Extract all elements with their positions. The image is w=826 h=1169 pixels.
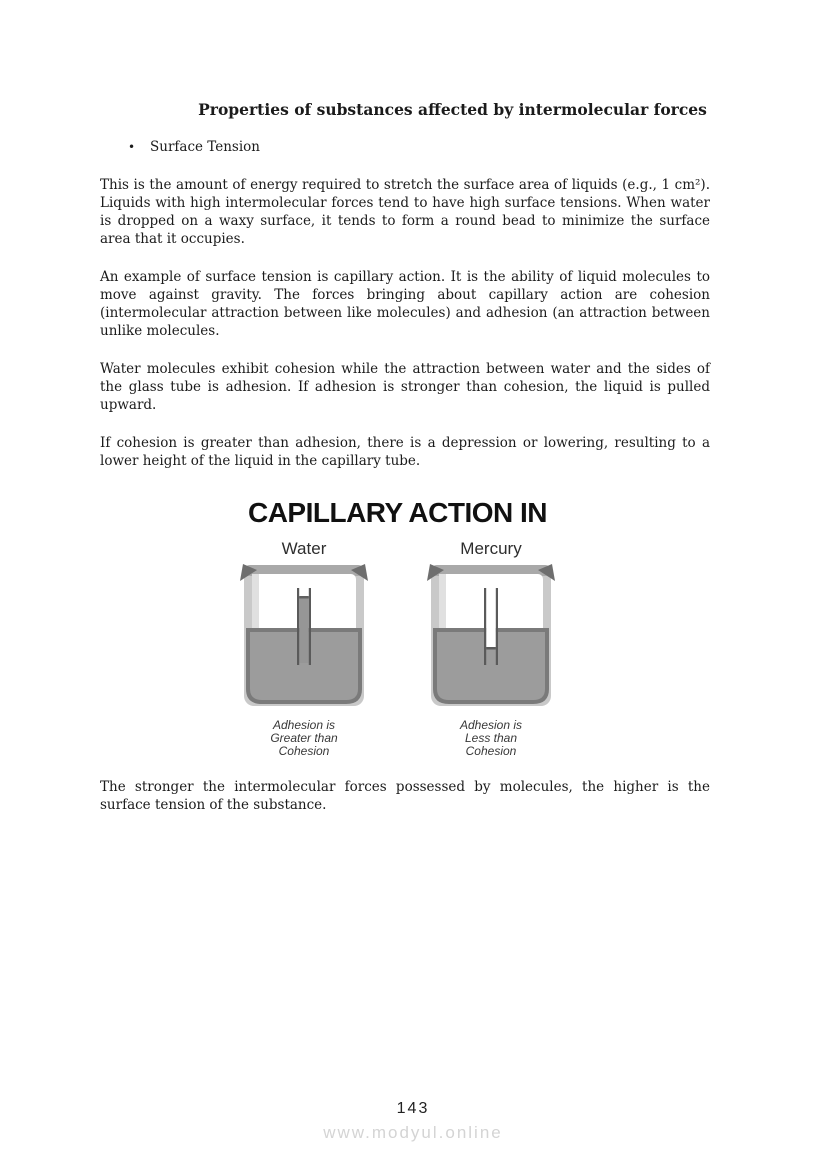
capillary-tube-left-wall [484, 588, 486, 665]
capillary-water-meniscus [299, 596, 309, 599]
capillary-water-column [299, 597, 309, 663]
figure-title: CAPILLARY ACTION IN [247, 497, 548, 528]
water-caption [229, 719, 379, 758]
paragraph-capillary-action: An example of surface tension is capillary action. It is the ability of liquid molecules to move against gravity. The forces bringing about capillary action are cohesion (intermolecular attraction between like molecules) and adhesion (an attraction between unlike molecules. [100, 269, 710, 339]
bullet-label: Surface Tension [150, 139, 260, 155]
capillary-action-figure [100, 498, 695, 758]
water-caption-line: Cohesion [278, 744, 330, 758]
capillary-tube-left-wall [297, 588, 299, 665]
water-caption-line: Greater than [270, 731, 338, 745]
paragraph-conclusion: The stronger the intermolecular forces possessed by molecules, the higher is the surface tension of the substance. [100, 779, 710, 813]
mercury-caption [416, 719, 566, 758]
watermark-url: www.modyul.online [323, 1123, 503, 1142]
bullet-item-surface-tension [100, 139, 710, 156]
paragraph-cohesion-adhesion: Water molecules exhibit cohesion while the attraction between water and the sides of the glass tube is adhesion. If adhesion is stronger than cohesion, the liquid is pulled upward. [100, 361, 710, 413]
mercury-beaker-panel [416, 540, 566, 758]
page-title: Properties of substances affected by intermolecular forces [198, 100, 707, 119]
mercury-caption-line: Cohesion [465, 744, 517, 758]
mercury-label: Mercury [460, 539, 522, 558]
mercury-beaker-illustration [427, 561, 555, 711]
paragraph-surface-tension-definition: This is the amount of energy required to stretch the surface area of liquids (e.g., 1 cm²). Liquids with high intermolecular forces tend to have high surface tensions. When water is dropped on a waxy surface, it tends to form a round bead to minimize the surface area that it occupies. [100, 177, 710, 247]
mercury-caption-line: Less than [464, 731, 518, 745]
water-label: Water [281, 539, 327, 558]
capillary-tube-right-wall [309, 588, 311, 665]
page-number: 143 [396, 1100, 430, 1117]
text-column [100, 101, 710, 814]
capillary-mercury-meniscus [486, 647, 496, 650]
paragraph-depression: If cohesion is greater than adhesion, there is a depression or lowering, resulting to a lower height of the liquid in the capillary tube. [100, 435, 710, 469]
capillary-tube-right-wall [496, 588, 498, 665]
capillary-depressed-column [486, 588, 496, 647]
water-beaker-illustration [240, 561, 368, 711]
beakers-row [100, 540, 695, 758]
water-caption-line: Adhesion is [272, 718, 336, 732]
mercury-caption-line: Adhesion is [459, 718, 523, 732]
bullet-marker: • [128, 140, 136, 154]
water-beaker-panel [229, 540, 379, 758]
